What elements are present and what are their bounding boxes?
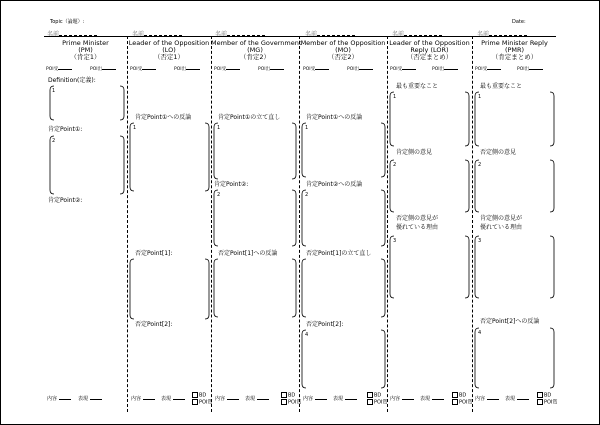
poi-out-mg[interactable]: POI出 [258, 66, 284, 72]
bracket-close [290, 259, 300, 317]
lo-neg2-label: 否定Point[2]: [135, 321, 173, 328]
column-header-mg: Member of the Government (MG) （肯定2） [211, 39, 302, 61]
mg-point2-label: 肯定Point②: [214, 181, 249, 188]
score-content-mo[interactable]: 内容 [303, 397, 327, 402]
bracket-open [128, 123, 138, 191]
marker-1: 1 [52, 88, 56, 94]
score-content-mg[interactable]: 内容 [215, 397, 239, 402]
poi-in-lo[interactable]: POI受 [130, 66, 156, 72]
mg-rebut-neg1-label: 否定Point[1]への反論 [218, 250, 278, 257]
poi-out-lo[interactable]: POI出 [174, 66, 200, 72]
poi-in-lor[interactable]: POI受 [390, 66, 416, 72]
bracket-close [548, 92, 558, 146]
bracket-open [128, 259, 138, 319]
marker-2: 2 [217, 192, 221, 198]
name-field-pm[interactable]: 名前 [47, 29, 97, 38]
bracket-open [473, 328, 483, 388]
bracket-open [300, 330, 310, 388]
bracket-close [463, 236, 473, 298]
topic-label: Topic（論題）: [50, 19, 85, 25]
mg-rebuild1-label: 肯定Point①の立て直し [218, 114, 281, 121]
bracket-open [300, 259, 310, 317]
pmr-rebut-neg2-label: 否定Point[2]への反論 [480, 318, 540, 325]
bracket-close [118, 136, 128, 194]
bracket-close [463, 92, 473, 146]
score-content-pm[interactable]: 内容 [47, 397, 71, 402]
bracket-open [473, 236, 483, 298]
score-expression-mg[interactable]: 表現 [245, 397, 269, 402]
poi-out-mo[interactable]: POI出 [347, 66, 373, 72]
poi-in-mo[interactable]: POI受 [303, 66, 329, 72]
column-header-pmr: Prime Minister Reply (PMR) （肯定まとめ） [481, 39, 548, 61]
bracket-close [463, 160, 473, 212]
score-expression-pmr[interactable]: 表現 [505, 397, 529, 402]
column-header-pm: Prime Minister (PM) （肯定1） [62, 39, 109, 61]
bracket-open [212, 259, 222, 317]
column-header-lo: Leader of the Opposition (LO) （否定1） [128, 39, 210, 61]
marker-1: 1 [305, 125, 309, 131]
poi-out-pmr[interactable]: POI出 [517, 66, 543, 72]
pm-point2-label: 肯定Point②: [48, 197, 83, 204]
lo-rebut1-label: 肯定Point①への反論 [135, 114, 192, 121]
award-checkboxes-lor[interactable]: BD POI賞 [452, 392, 472, 405]
bracket-open [300, 190, 310, 246]
mo-rebuild-neg1-label: 否定Point[1]の立て直し [306, 250, 372, 257]
marker-3: 3 [393, 238, 397, 244]
marker-1: 1 [393, 94, 397, 100]
poi-in-mg[interactable]: POI受 [214, 66, 240, 72]
marker-1: 1 [478, 94, 482, 100]
award-checkboxes-lo[interactable]: BD POI賞 [192, 392, 212, 405]
bracket-close [379, 330, 389, 388]
award-checkboxes-mo[interactable]: BD POI賞 [367, 392, 387, 405]
bracket-close [290, 123, 300, 179]
name-field-mo[interactable]: 名前 [305, 29, 355, 38]
bracket-close [548, 236, 558, 298]
score-content-pmr[interactable]: 内容 [475, 397, 499, 402]
pm-point1-label: 肯定Point①: [48, 126, 83, 133]
marker-4: 4 [305, 332, 309, 338]
marker-2: 2 [52, 138, 56, 144]
lo-neg1-label: 否定Point[1]: [135, 250, 173, 257]
lor-reason-label-2: 優れている理由 [396, 224, 439, 231]
poi-in-pm[interactable]: POI受 [46, 66, 72, 72]
bracket-close [548, 328, 558, 388]
mo-rebut1-label: 肯定Point①への反論 [306, 114, 363, 121]
bracket-open [388, 92, 398, 146]
marker-1: 1 [133, 125, 137, 131]
bracket-open [300, 123, 310, 177]
mo-rebut2-label: 肯定Point②への反論 [306, 181, 363, 188]
poi-in-pmr[interactable]: POI受 [475, 66, 501, 72]
name-field-pmr[interactable]: 名前 [477, 29, 527, 38]
lor-opinion-label: 肯定側の意見 [396, 149, 433, 156]
lor-reason-label-1: 否定側の意見が [396, 215, 439, 222]
marker-2: 2 [393, 162, 397, 168]
marker-2: 2 [305, 192, 309, 198]
bracket-open [212, 190, 222, 246]
award-checkboxes-pmr[interactable]: BD POI賞 [537, 392, 557, 405]
score-expression-lor[interactable]: 表現 [420, 397, 444, 402]
bracket-open [212, 123, 222, 179]
marker-1: 1 [217, 125, 221, 131]
pmr-reason-label-1: 肯定側の意見が [480, 215, 523, 222]
name-field-lor[interactable]: 名前 [392, 29, 442, 38]
bracket-close [548, 160, 558, 212]
pmr-reason-label-2: 優れている理由 [480, 224, 523, 231]
marker-3: 3 [478, 238, 482, 244]
bracket-close [290, 190, 300, 246]
bracket-open [388, 236, 398, 298]
marker-2: 2 [478, 162, 482, 168]
poi-out-lor[interactable]: POI出 [432, 66, 458, 72]
pm-definition-label: Definition(定義): [48, 77, 96, 84]
score-expression-mo[interactable]: 表現 [333, 397, 357, 402]
score-content-lor[interactable]: 内容 [390, 397, 414, 402]
pmr-opinion-label: 否定側の意見 [480, 149, 517, 156]
name-field-lo[interactable]: 名前 [132, 29, 182, 38]
award-checkboxes-mg[interactable]: BD POI賞 [281, 392, 301, 405]
score-expression-lo[interactable]: 表現 [161, 397, 185, 402]
marker-4: 4 [478, 330, 482, 336]
bracket-close [118, 86, 128, 120]
column-header-lor: Leader of the Opposition Reply (LOR) （否定まとめ） [389, 39, 470, 61]
score-expression-pm[interactable]: 表現 [78, 397, 102, 402]
mo-neg2-label: 否定Point[2]: [306, 321, 344, 328]
name-field-mg[interactable]: 名前 [215, 29, 265, 38]
pmr-important-label: 最も重要なこと [480, 83, 523, 90]
header-rule [44, 36, 556, 37]
column-header-mo: Member of the Opposition (MO) （否定2） [300, 39, 386, 61]
score-content-lo[interactable]: 内容 [131, 397, 155, 402]
lor-important-label: 最も重要なこと [396, 83, 439, 90]
date-label: Date: [512, 19, 526, 25]
bracket-open [473, 92, 483, 146]
poi-out-pm[interactable]: POI出 [90, 66, 116, 72]
bracket-open [48, 136, 58, 194]
